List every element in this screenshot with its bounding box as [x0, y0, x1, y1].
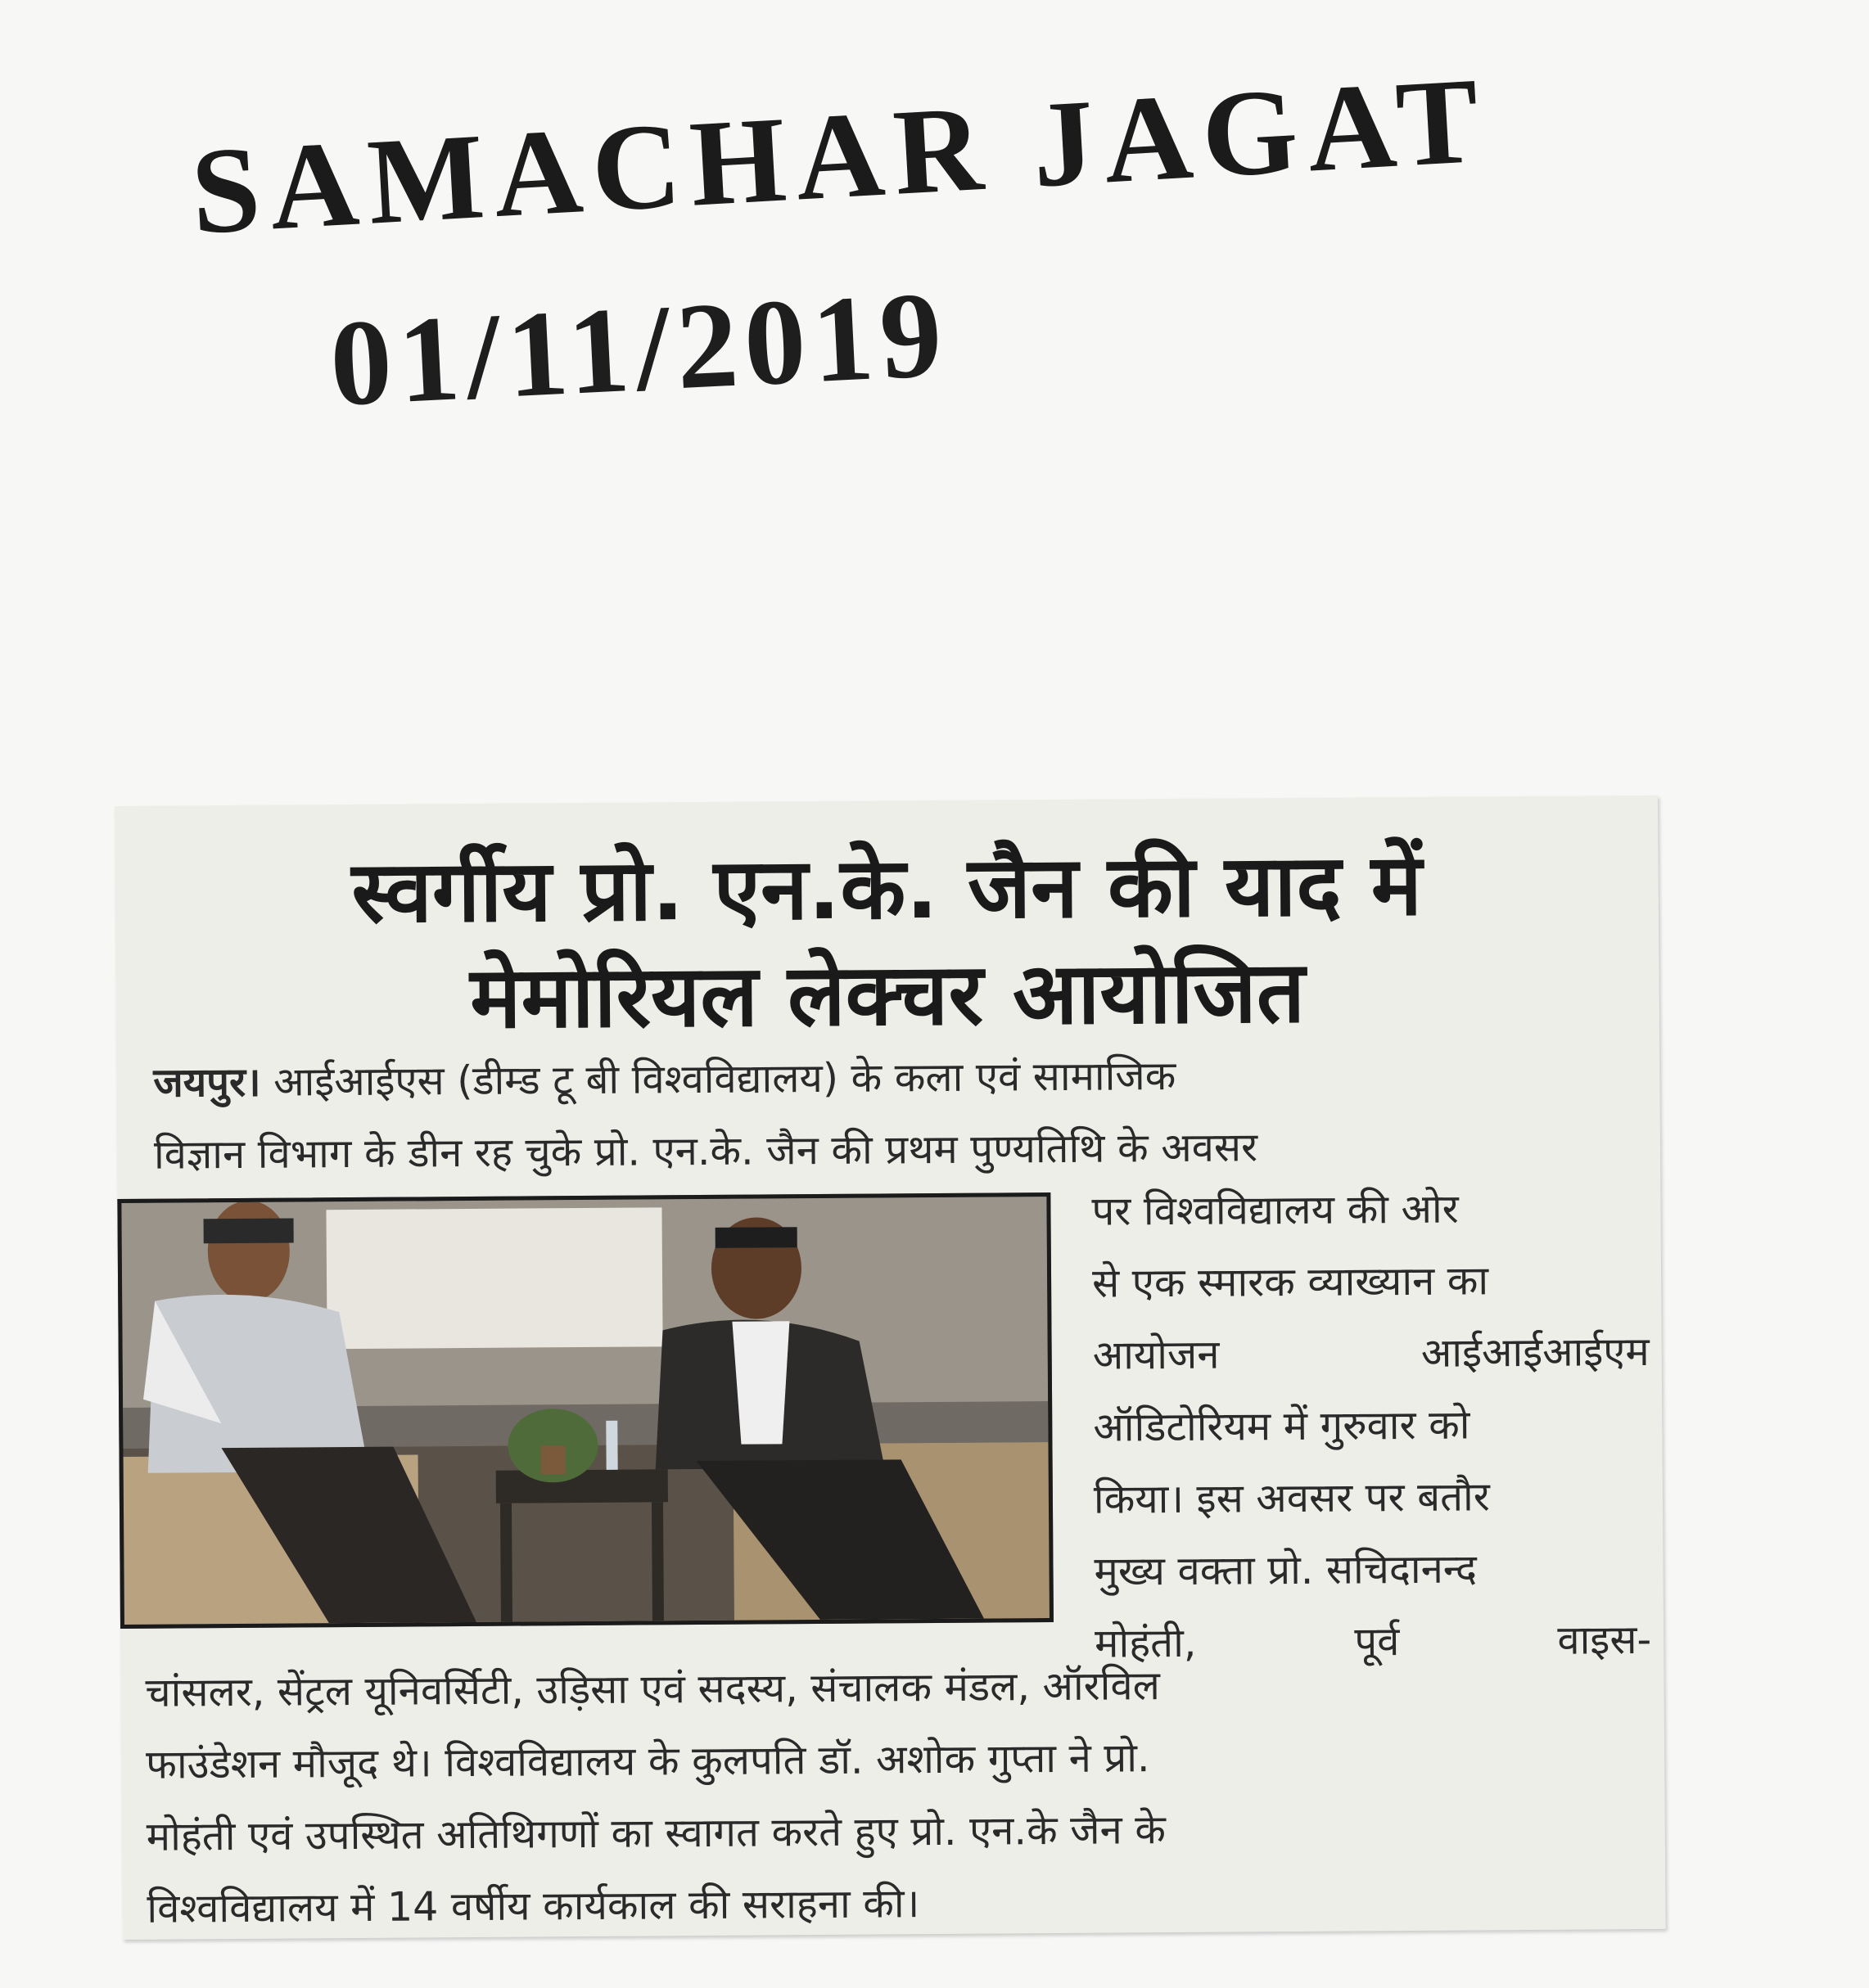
- intro-line: विज्ञान विभाग के डीन रह चुके प्रो. एन.के. जैन की प्रथम पुण्यतिथि के अवसर: [153, 1124, 1258, 1179]
- article-bottom-paragraph: [145, 1647, 1653, 1945]
- bottom-line: फाउंडेशन मौजूद थे। विश्वविद्यालय के कुलपति डॉ. अशोक गुप्ता ने प्रो.: [145, 1734, 1150, 1788]
- article-side-column: [1091, 1172, 1651, 1680]
- news-clipping: [115, 796, 1666, 1940]
- newspaper-name: SAMACHAR JAGAT: [187, 52, 1492, 260]
- side-line: आयोजन आईआईआईएम: [1092, 1328, 1650, 1379]
- dateline-city: जयपुर।: [153, 1058, 261, 1107]
- headline-line-1: स्वर्गीय प्रो. एन.के. जैन की याद में: [351, 834, 1423, 942]
- side-line: से एक स्मारक व्याख्यान का: [1091, 1257, 1489, 1307]
- article-photo: [117, 1192, 1054, 1629]
- publication-date: 01/11/2019: [327, 266, 951, 432]
- event-photo-illustration: [121, 1197, 1050, 1625]
- side-line: ऑडिटोरियम में गुरुवार को: [1093, 1401, 1470, 1451]
- side-line: किया। इस अवसर पर बतौर: [1093, 1473, 1490, 1523]
- side-line: मोहंती, पूर्व वाइस-: [1094, 1616, 1652, 1667]
- intro-line: [153, 1037, 1644, 1120]
- bottom-line: विश्वविद्यालय में 14 वर्षीय कार्यकाल की सराहना की।: [147, 1880, 920, 1932]
- side-line: पर विश्वविद्यालय की ओर: [1091, 1185, 1459, 1235]
- headline-line-2: मेमोरियल लेक्चर आयोजित: [469, 941, 1306, 1048]
- article-intro: [153, 1037, 1644, 1192]
- intro-line-text: आईआईएस (डीम्ड टू बी विश्वविद्यालय) के कला एवं सामाजिक: [273, 1052, 1176, 1106]
- bottom-line: चांसलर, सेंट्रल यूनिवर्सिटी, उड़िसा एवं सदस्य, संचालक मंडल, ऑरविल: [145, 1662, 1161, 1716]
- bottom-line: मोहंती एवं उपस्थित अतिथिगणों का स्वागत करते हुए प्रो. एन.के जैन के: [146, 1806, 1167, 1860]
- side-line: मुख्य वक्ता प्रो. सचिदानन्द: [1094, 1545, 1478, 1595]
